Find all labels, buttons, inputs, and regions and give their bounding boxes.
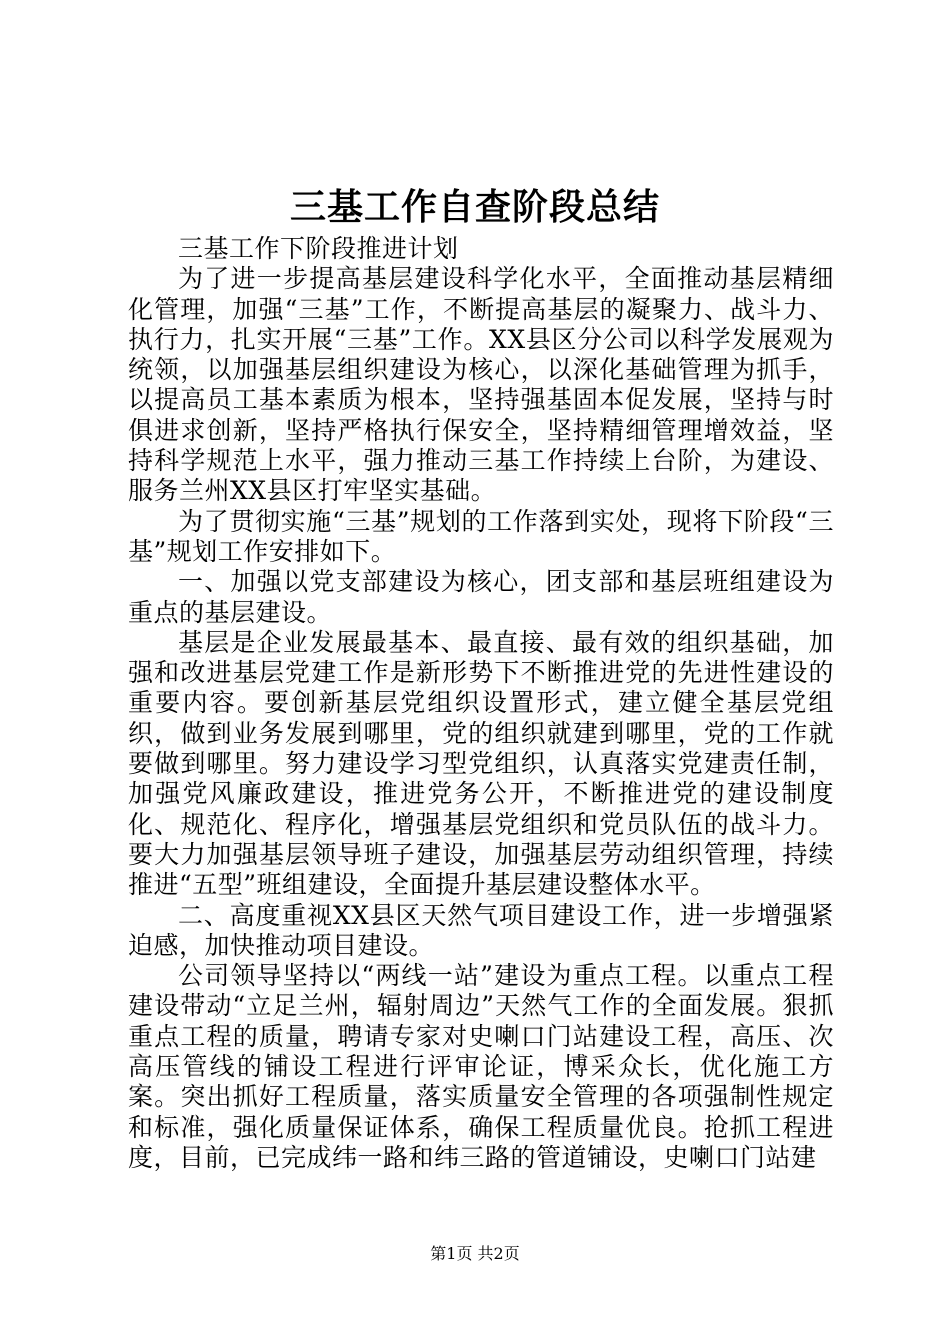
document-title: 三基工作自查阶段总结 [289,186,660,228]
paragraph-intro: 为了进一步提高基层建设科学化水平，全面推动基层精细化管理，加强“三基”工作，不断提高基层的凝聚力、战斗力、执行力，扎实开展“三基”工作。XX县区分公司以科学发展观为统领，以加强基层组织建设为核心，以深化基础管理为抓手，以提高员工基本素质为根本，坚持强基固本促发展，坚持与时俱进求创新，坚持严格执行保安全，坚持精细管理增效益，坚持科学规范上水平，强力推动三基工作持续上台阶，为建设、服务兰州XX县区打牢坚实基础。 [128,264,834,506]
paragraph-subtitle: 三基工作下阶段推进计划 [178,234,459,263]
paragraph-arrangement: 为了贯彻实施“三基”规划的工作落到实处，现将下阶段“三基”规划工作安排如下。 [128,506,834,566]
page-number-footer: 第1页 共2页 [430,1244,520,1263]
document-body [128,234,834,1173]
section-heading-2: 二、高度重视XX县区天然气项目建设工作，进一步增强紧迫感，加快推动项目建设。 [128,900,834,960]
paragraph-section-2: 公司领导坚持以“两线一站”建设为重点工程。以重点工程建设带动“立足兰州，辐射周边”天然气工作的全面发展。狠抓重点工程的质量，聘请专家对史喇口门站建设工程，高压、次高压管线的铺设工程进行评审论证，博采众长，优化施工方案。突出抓好工程质量，落实质量安全管理的各项强制性规定和标准，强化质量保证体系，确保工程质量优良。抢抓工程进度，目前，已完成纬一路和纬三路的管道铺设，史喇口门站建 [128,961,834,1172]
paragraph-section-1: 基层是企业发展最基本、最直接、最有效的组织基础，加强和改进基层党建工作是新形势下不断推进党的先进性建设的重要内容。要创新基层党组织设置形式，建立健全基层党组织，做到业务发展到哪里，党的组织就建到哪里，党的工作就要做到哪里。努力建设学习型党组织，认真落实党建责任制，加强党风廉政建设，推进党务公开，不断推进党的建设制度化、规范化、程序化，增强基层党组织和党员队伍的战斗力。要大力加强基层领导班子建设，加强基层劳动组织管理，持续推进“五型”班组建设，全面提升基层建设整体水平。 [128,627,834,900]
section-heading-1: 一、加强以党支部建设为核心，团支部和基层班组建设为重点的基层建设。 [128,567,834,627]
